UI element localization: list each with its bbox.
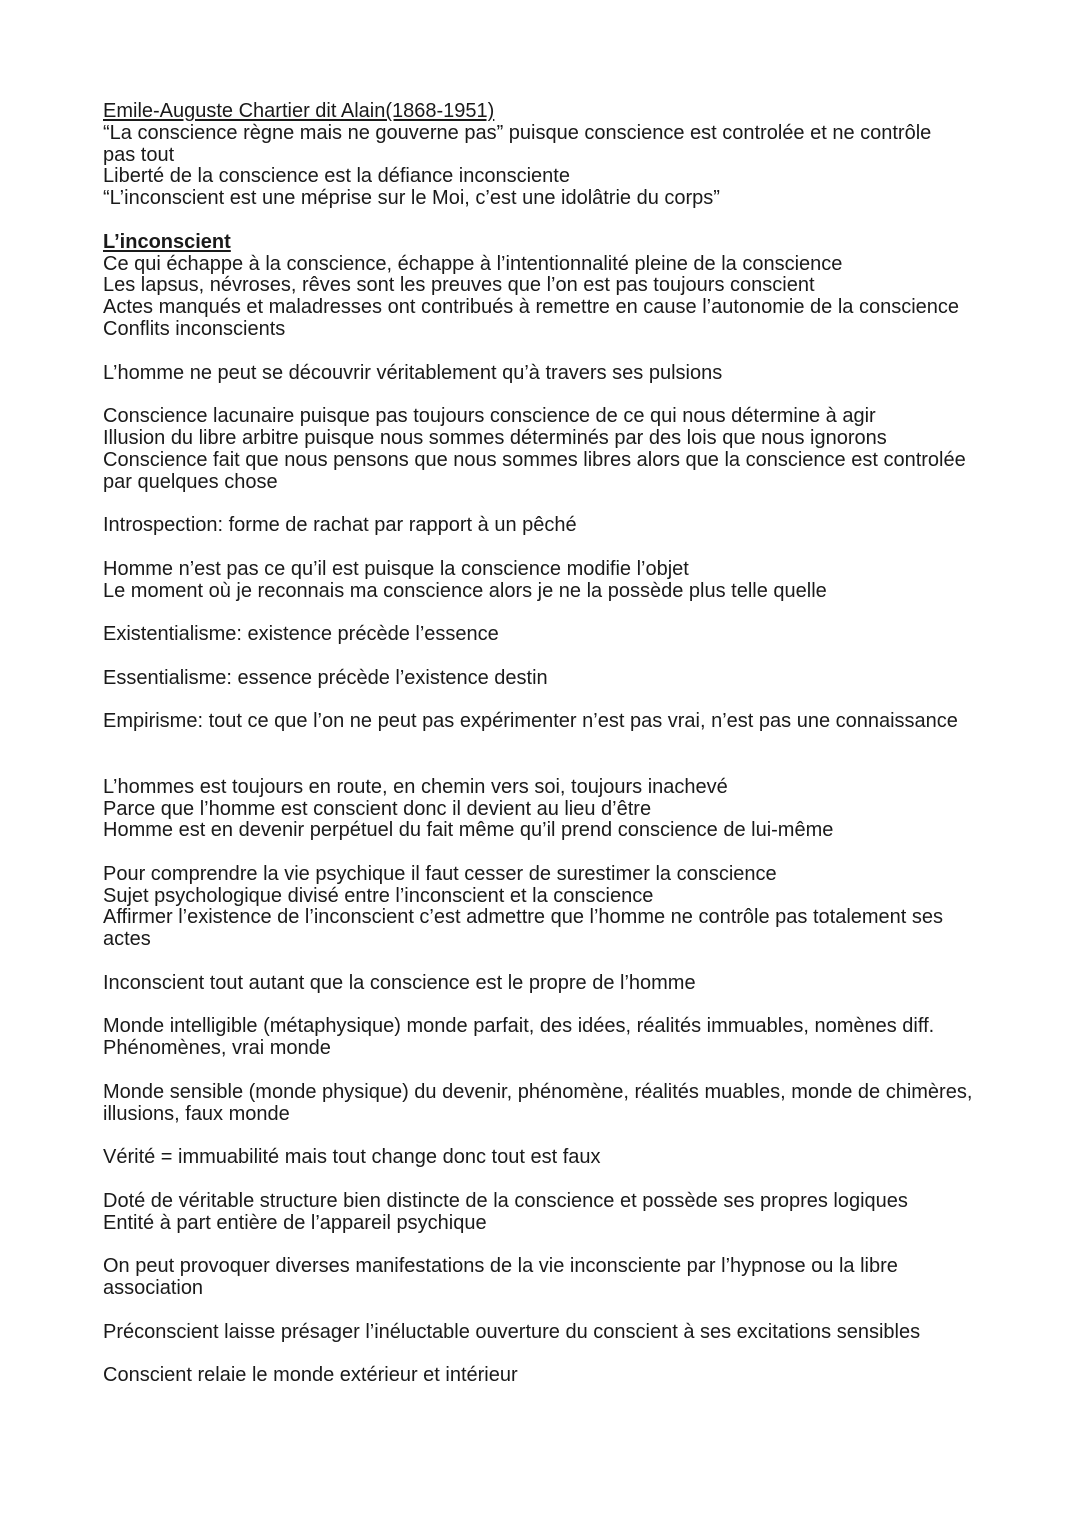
blank-line xyxy=(103,755,1003,777)
text-line: Sujet psychologique divisé entre l’inconscient et la conscience xyxy=(103,884,654,907)
blank-line xyxy=(103,341,1003,363)
text-line: Monde intelligible (métaphysique) monde parfait, des idées, réalités immuables, nomènes diff. xyxy=(103,1015,935,1038)
text-line: Actes manqués et maladresses ont contribués à remettre en cause l’autonomie de la conscience xyxy=(103,296,960,319)
text-line: Phénomènes, vrai monde xyxy=(103,1037,331,1060)
text-line: Vérité = immuabilité mais tout change donc tout est faux xyxy=(103,1146,601,1169)
text-line: “L’inconscient est une méprise sur le Moi, c’est une idolâtrie du corps” xyxy=(103,187,720,210)
text-line: Conscient relaie le monde extérieur et intérieur xyxy=(103,1364,518,1387)
blank-line xyxy=(103,842,1003,864)
blank-line xyxy=(103,537,1003,559)
text-line: Empirisme: tout ce que l’on ne peut pas expérimenter n’est pas vrai, n’est pas une connaissance xyxy=(103,710,958,733)
text-line: Pour comprendre la vie psychique il faut cesser de surestimer la conscience xyxy=(103,862,777,885)
text-line: Le moment où je reconnais ma conscience alors je ne la possède plus telle quelle xyxy=(103,579,827,602)
text-line: Homme n’est pas ce qu’il est puisque la conscience modifie l’objet xyxy=(103,557,689,580)
blank-line xyxy=(103,951,1003,973)
blank-line xyxy=(103,995,1003,1017)
blank-line xyxy=(103,493,1003,515)
text-line: Entité à part entière de l’appareil psychique xyxy=(103,1211,487,1234)
text-line: Affirmer l’existence de l’inconscient c’est admettre que l’homme ne contrôle pas totalement ses xyxy=(103,906,944,929)
text-line: Monde sensible (monde physique) du devenir, phénomène, réalités muables, monde de chimères, xyxy=(103,1080,973,1103)
text-line: actes xyxy=(103,928,151,951)
text-line: Conscience lacunaire puisque pas toujours conscience de ce qui nous détermine à agir xyxy=(103,405,876,428)
text-line: “La conscience règne mais ne gouverne pas” puisque conscience est controlée et ne contrôle xyxy=(103,121,932,144)
text-line: Homme est en devenir perpétuel du fait même qu’il prend conscience de lui-même xyxy=(103,819,834,842)
blank-line xyxy=(103,690,1003,712)
text-line: Illusion du libre arbitre puisque nous sommes déterminés par des lois que nous ignorons xyxy=(103,426,887,449)
blank-line xyxy=(103,1234,1003,1256)
text-line: association xyxy=(103,1277,204,1300)
text-line: Les lapsus, névroses, rêves sont les preuves que l’on est pas toujours conscient xyxy=(103,274,815,297)
text-line: Conflits inconscients xyxy=(103,317,286,340)
blank-line xyxy=(103,1125,1003,1147)
text-line: Préconscient laisse présager l’inéluctable ouverture du conscient à ses excitations sensibles xyxy=(103,1320,921,1343)
blank-line xyxy=(103,1060,1003,1082)
document-page xyxy=(103,101,1003,1387)
text-line: Doté de véritable structure bien distincte de la conscience et possède ses propres logiques xyxy=(103,1189,908,1212)
text-line: par quelques chose xyxy=(103,470,278,493)
text-line: Existentialisme: existence précède l’essence xyxy=(103,623,499,646)
text-line: On peut provoquer diverses manifestations de la vie inconsciente par l’hypnose ou la libre xyxy=(103,1255,898,1278)
heading-line: L’inconscient xyxy=(103,230,231,253)
blank-line xyxy=(103,602,1003,624)
text-line: pas tout xyxy=(103,143,175,166)
text-line: illusions, faux monde xyxy=(103,1102,290,1125)
blank-line xyxy=(103,1169,1003,1191)
text-line: Inconscient tout autant que la conscience est le propre de l’homme xyxy=(103,971,696,994)
blank-line xyxy=(103,210,1003,232)
blank-line xyxy=(103,733,1003,755)
text-line: Parce que l’homme est conscient donc il devient au lieu d’être xyxy=(103,797,652,820)
blank-line xyxy=(103,384,1003,406)
text-line: Conscience fait que nous pensons que nous sommes libres alors que la conscience est controlée xyxy=(103,448,966,471)
text-line: L’hommes est toujours en route, en chemin vers soi, toujours inachevé xyxy=(103,775,728,798)
heading-line: Emile-Auguste Chartier dit Alain(1868-1951) xyxy=(103,100,495,122)
text-line: Ce qui échappe à la conscience, échappe à l’intentionnalité pleine de la conscience xyxy=(103,252,843,275)
blank-line xyxy=(103,1343,1003,1365)
text-line: Liberté de la conscience est la défiance inconsciente xyxy=(103,165,570,188)
text-line: L’homme ne peut se découvrir véritablement qu’à travers ses pulsions xyxy=(103,361,723,384)
text-line: Introspection: forme de rachat par rapport à un pêché xyxy=(103,514,577,537)
blank-line xyxy=(103,1300,1003,1322)
text-line: Essentialisme: essence précède l’existence destin xyxy=(103,666,548,689)
blank-line xyxy=(103,646,1003,668)
